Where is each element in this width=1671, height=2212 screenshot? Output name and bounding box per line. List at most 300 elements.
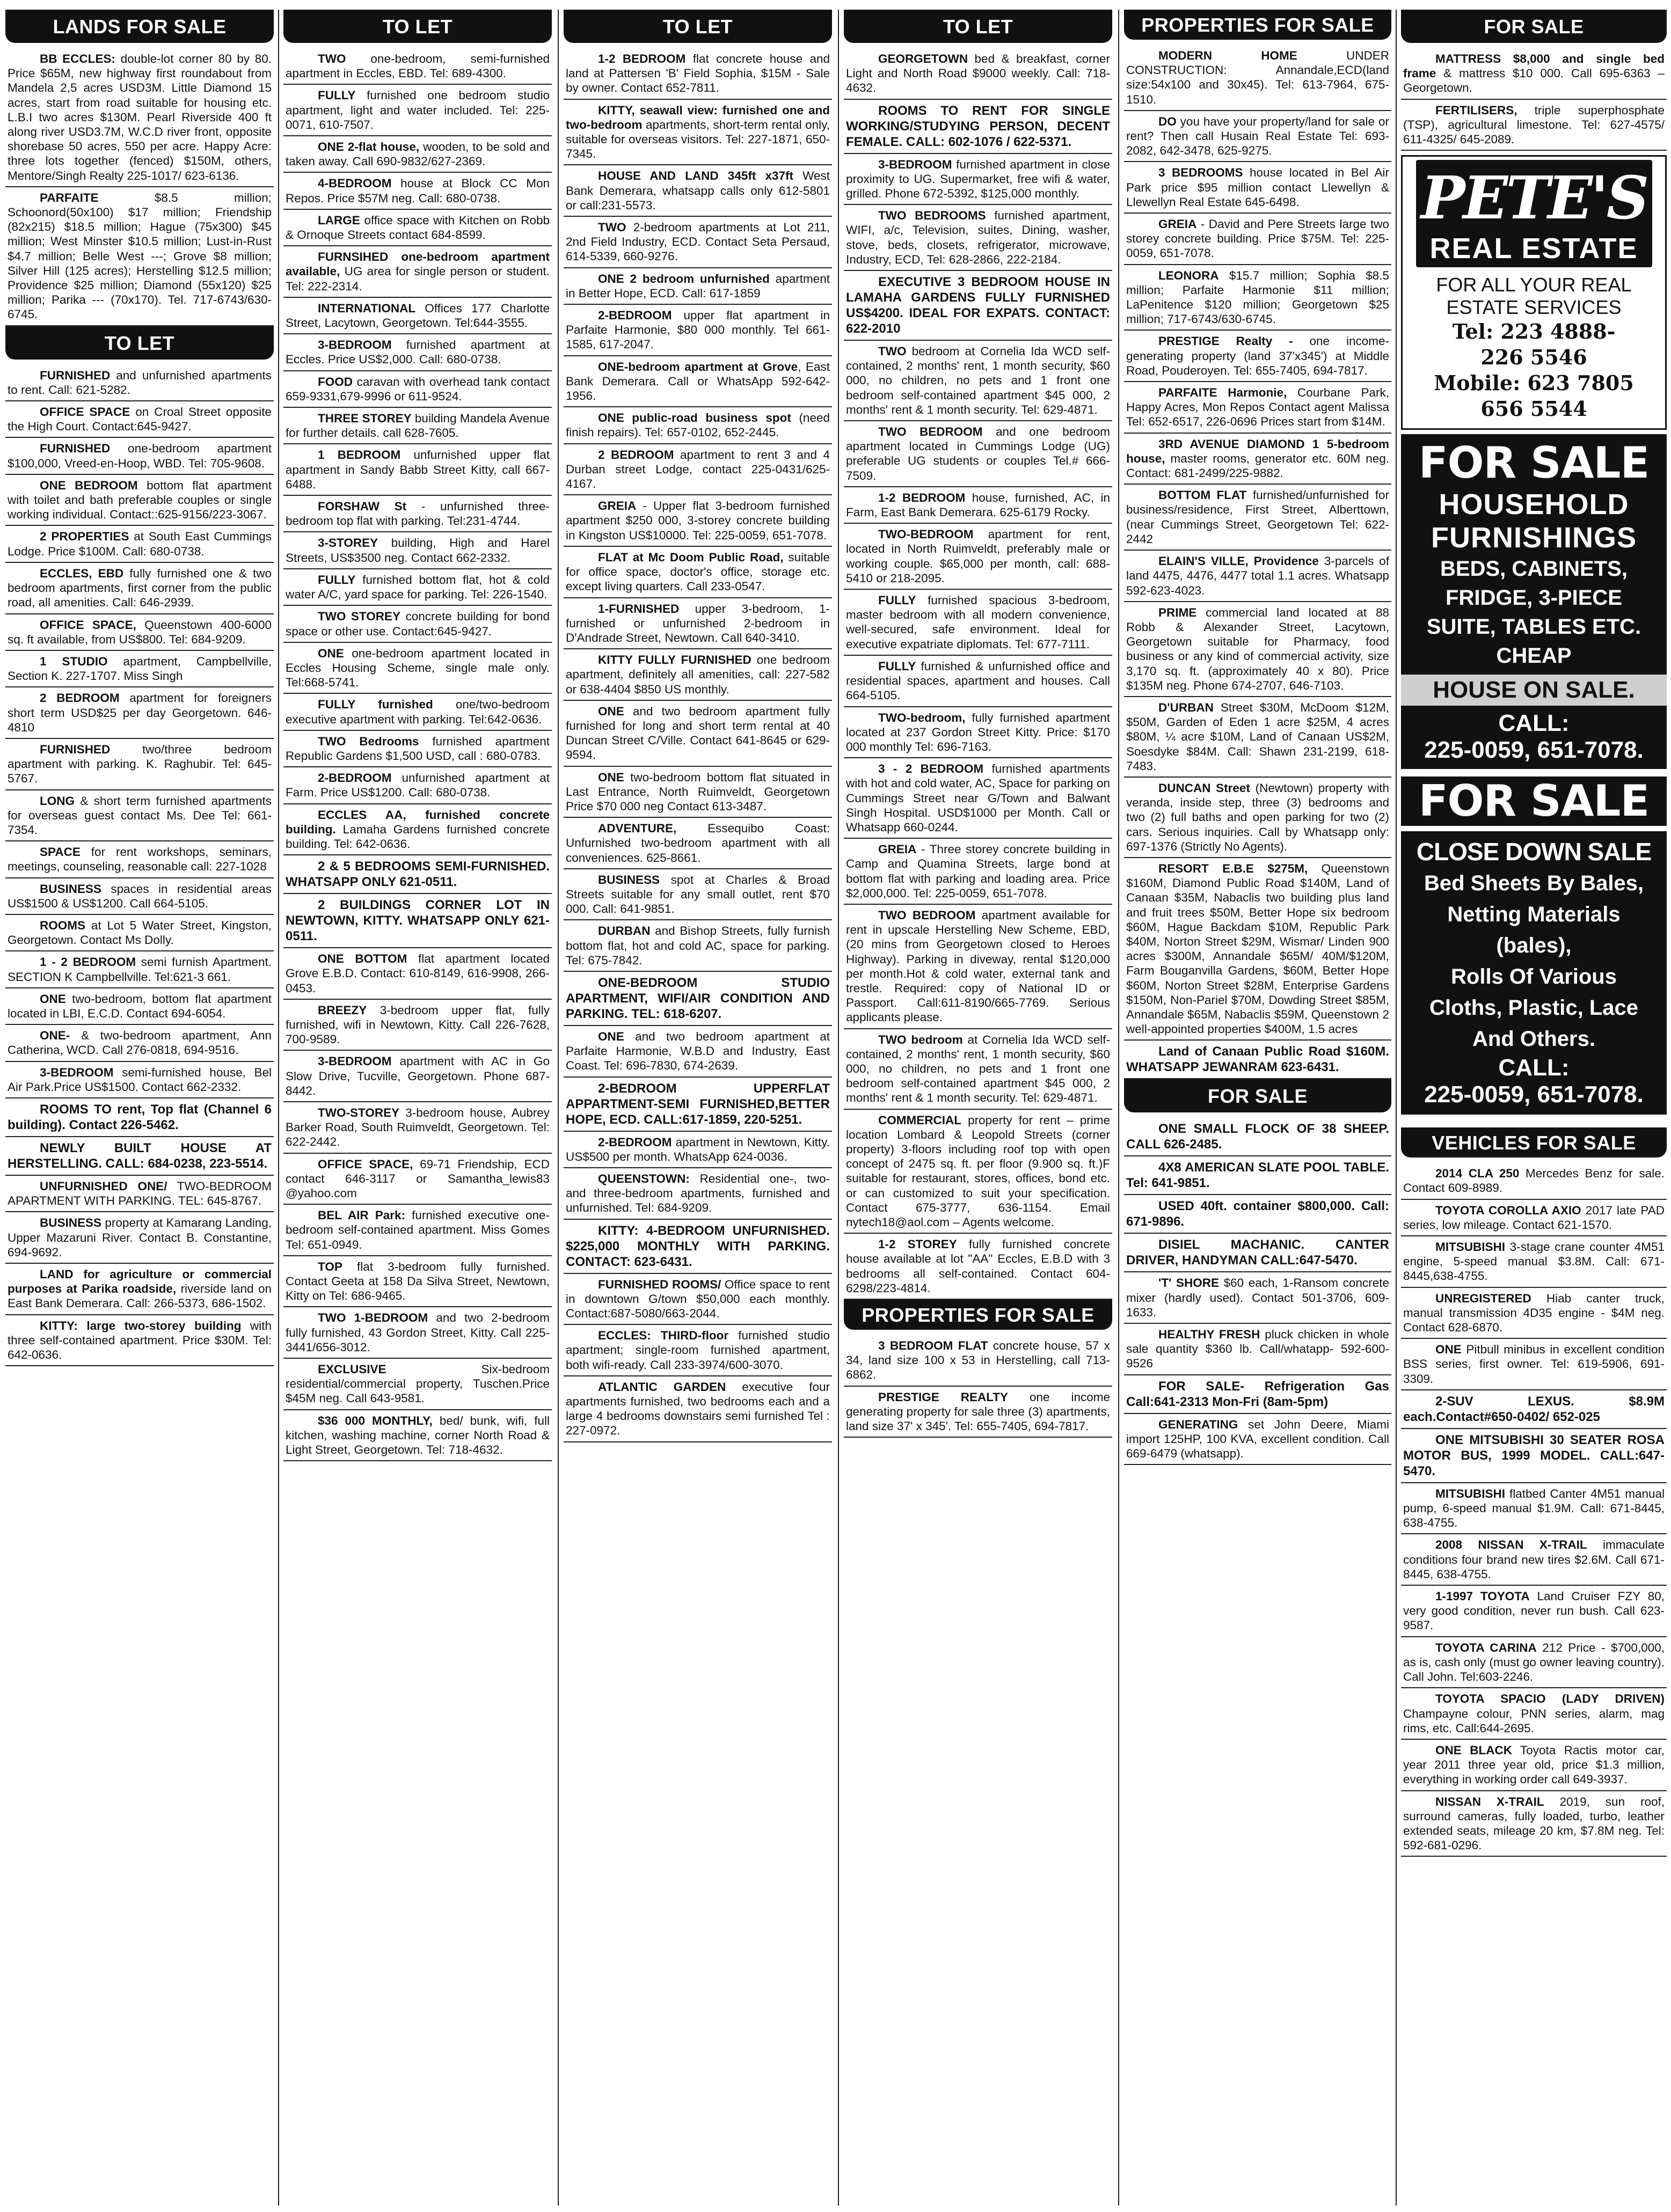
ad-keyword: MITSUBISHI [1435,1486,1506,1500]
promo-line: SUITE, TABLES ETC. [1426,615,1641,639]
ad-keyword: OFFICE SPACE [40,405,130,419]
classified-ad [283,694,552,730]
ad-text: 3-stage crane counter 4M51 engine, 5-speed manual $3.8M. Call: 671-8445,638-4755. [1403,1240,1665,1283]
ad-text: two-bedroom, bottom flat apartment located in LBI, E.C.D. Contact 694-6054. [8,992,272,1020]
petes-real-estate-ad [1401,155,1667,430]
classified-ad [1124,214,1391,265]
phone-line: 226 5546 [1480,345,1587,370]
ad-keyword: ONE 2 bedroom unfurnished [598,272,770,285]
ad-text: property at Kamarang Landing, Upper Mazaruni River. Contact B. Constantine, 694-9692. [8,1216,272,1259]
classified-ad [283,334,552,371]
column-properties-for-sale [1124,10,1391,2204]
promo-line: (bales), [1496,934,1572,958]
classified-ad [564,1274,832,1325]
classified-ad [1401,1791,1667,1857]
ad-keyword: 3 BEDROOMS [1158,166,1243,180]
ad-keyword: ONE public-road business spot [598,411,791,425]
classified-ad [564,701,832,767]
ad-keyword: DISIEL MACHANIC. CANTER DRIVER, HANDYMAN CALL:647-5470. [1126,1237,1389,1268]
classified-ad [564,165,832,217]
classified-ad [5,739,274,790]
classified-ad [564,495,832,547]
ad-keyword: TWO BEDROOMS [878,209,986,223]
classified-ad [5,1137,274,1176]
ad-keyword: HEALTHY FRESH [1158,1328,1260,1341]
classified-ad [564,1132,832,1168]
classified-ad [564,1026,832,1078]
ad-text: - Three storey concrete building in Camp and Quamina Streets, large bond at bottom flat with parking and loading area. Price $2,000,000. Tel: 225-0059, 651-7078. [846,843,1110,900]
classified-ad [1401,1740,1667,1791]
ad-text: concrete building for bond space or other use. Contact:645-9427. [286,610,550,638]
classified-ad [283,48,552,85]
ad-keyword: 2 & 5 BEDROOMS SEMI-FURNISHED. WHATSAPP ONLY 621-0511. [286,859,550,890]
ad-text: & short term furnished apartments for overseas guest contact Ms. Dee Tel: 661-7354. [8,794,272,837]
ad-text: UG area for single person or student. Tel: 222-2314. [286,265,550,293]
classified-ad [564,100,832,166]
ad-text: Courbane Park, Happy Acres, Mon Repos Contact agent Malissa Tel: 652-6517, 226-0696 Prices start from $14M. [1126,386,1389,429]
classified-ad [1124,1414,1391,1466]
logo-subtitle: REAL ESTATE [1429,232,1638,265]
ad-text: building, High and Harel Streets, US$3500 neg. Contact 662-2332. [286,536,550,565]
ad-text: furnished & unfurnished office and residential spaces, apartment and houses. Call 664-5105. [846,659,1110,702]
promo-subtitle: HOUSEHOLD [1439,488,1629,521]
classified-ad [283,1051,552,1102]
classified-ad [283,1256,552,1308]
ad-keyword: 4X8 AMERICAN SLATE POOL TABLE. Tel: 641-9851. [1126,1160,1389,1191]
ad-keyword: FOR SALE- Refrigeration Gas Call:641-2313 Mon-Fri (8am-5pm) [1126,1379,1389,1409]
classified-ad [5,878,274,915]
classified-ad [564,1168,832,1220]
promo-line: Cloths, Plastic, Lace [1429,996,1639,1020]
classified-ad [1124,697,1391,778]
ad-keyword: TWO-bedroom, [878,711,966,724]
ad-keyword: ONE SMALL FLOCK OF 38 SHEEP. CALL 626-2485. [1126,1122,1389,1152]
ad-keyword: ONE BOTTOM [318,952,407,966]
ad-keyword: FURNISHED [40,742,111,756]
ad-text: suitable for office space, doctor's office, storage etc. except living quarters. Call 233-0547. [566,550,830,594]
classified-ad [5,841,274,878]
ad-text: fully furnished apartment located at 237 Gordon Street Kitty. Price: $170 000 monthly Tel: 696-7163. [846,711,1110,753]
ad-list [1124,1118,1391,1465]
classified-ad [1124,162,1391,214]
ad-keyword: $36 000 MONTHLY, [318,1413,433,1427]
ad-keyword: FORSHAW St [318,500,407,514]
ad-keyword: ROOMS TO rent, Top flat (Channel 6 building). Contact 226-5462. [8,1102,272,1132]
ad-text: riverside land on East Bank Demerara. Call: 266-5373, 686-1502. [8,1282,272,1310]
ad-keyword: UNFURNISHED ONE/ [40,1179,167,1193]
ad-text: furnished bottom flat, hot & cold water A/C, yard space for parking. Tel: 226-1540. [286,573,550,602]
ad-keyword: TWO [878,345,907,358]
ad-text: 212 Price - $700,000, as is, cash only (must go owner leaving country). Call John. Tel:603-2246. [1403,1640,1665,1684]
ad-text: furnished apartments with hot and cold water, AC, Space for parking on Cummings Street near G/Town and Balwant Singh Hospital. USD$1000 per Month. Call or Whatsapp 660-0244. [846,762,1110,834]
classified-ad [844,707,1112,759]
ad-keyword: TWO 1-BEDROOM [318,1311,428,1325]
classified-ad [1401,1429,1667,1483]
ad-list [1124,45,1391,1079]
classified-ad [1401,1163,1667,1199]
ad-keyword: 2008 NISSAN X-TRAIL [1435,1538,1587,1552]
section-header: LANDS FOR SALE [5,10,274,43]
classified-ad [844,341,1112,421]
ad-text: apartments, short-term rental only, suitable for overseas visitors. Tel: 227-1871, 650-7345. [566,118,830,161]
ad-text: furnished apartment in close proximity to UG. Supermarket, free wifi & water, grilled. Phone 672-5392, $125,000 monthly. [846,157,1110,201]
ad-keyword: FURNSIHED one-bedroom apartment available, [286,250,550,279]
ad-keyword: TWO-STOREY [318,1105,400,1119]
column-for-sale [1401,10,1667,2204]
ad-keyword: Land of Canaan Public Road $160M. WHATSAPP JEWANRAM 623-6431. [1126,1044,1389,1075]
ad-keyword: ONE [598,704,624,718]
ad-text: one bedroom apartment, definitely all amenities, call: 227-582 or 638-4404 $850 US monthly. [566,653,830,696]
column-divider [278,10,279,2206]
ad-text: and one bedroom apartment located in Cummings Lodge (UG) preferable UG students or couples Tel.# 666-7509. [846,425,1110,482]
ad-text: spaces in residential areas US$1500 & US$1200. Call 664-5105. [8,882,272,910]
ad-text: with three self-contained apartment. Price $30M. Tel: 642-0636. [8,1319,272,1362]
section-header: FOR SALE [1401,10,1667,43]
ad-keyword: LARGE [318,213,360,227]
ad-text: apartment, Campbellville, Section K. 227-1707. Miss Singh [8,654,272,683]
ad-text: furnished studio apartment; single-room furnished apartment, both wifi-ready. Call 233-3974/600-3070. [566,1329,830,1372]
classified-ad [1401,1288,1667,1339]
ad-keyword: KITTY: 4-BEDROOM UNFURNISHED. $225,000 MONTHLY WITH PARKING. CONTACT: 623-6431. [566,1223,830,1269]
column-to-let-2 [564,10,832,2204]
classified-ad [283,1410,552,1462]
promo-line: Rolls Of Various [1451,965,1617,989]
ad-text: triple superphosphate (TSP), agricultural limestone. Tel: 627-4575/ 611-4325/ 645-2089. [1403,103,1665,147]
ad-keyword: TWO-BEDROOM [878,528,974,541]
classified-ad [5,687,274,739]
ad-text: and two bedroom apartment fully furnished for long and short term rental at 40 Duncan Street C/Ville. Contact 641-8645 or 629-9594. [566,704,830,762]
classified-ad [5,401,274,438]
ad-keyword: MODERN HOME [1158,49,1297,62]
classified-ad [1401,1688,1667,1740]
petes-logo [1416,160,1652,267]
ad-text: - Upper flat 3-bedroom furnished apartment $250 000, 3-storey concrete building in Kingston US$10000. Tel: 225-0059, 651-7078. [566,499,830,542]
ad-text: Queenstown $160M, Diamond Public Road $140M, Land of Canaan $35M, Nabaclis two building plus land and fruit trees $50M, Better Hope six bedroom $60M, Hague Backdam $10M, Republic Park $40M, Norton Street $29M, Wismar/ Linden 900 acres $300M, Annandale $65M/ 40M/$120M, Farm Bouganvilla Gardens, $60M, Better Hope $60M, Norton Street $28M, Enterprise Gardens $150M, Non-Pariel $70M, Dowding Street $85M, Annandale $65M, Nabaclis $59M, Queenstown 2 well-appointed properties $400M, 1.5 acres [1126,861,1389,1036]
classified-ad [844,154,1112,206]
classified-ad [283,1000,552,1051]
classified-ad [564,1325,832,1376]
ad-keyword: 3-BEDROOM [878,157,952,171]
ad-text: $60 each, 1-Ransom concrete mixer (hardly used). Contact 501-3706, 609-1633. [1126,1276,1389,1319]
classified-ad [5,988,274,1025]
ad-keyword: EXCLUSIVE [318,1363,386,1376]
classified-ad [283,136,552,173]
ad-text: $8.5 million; Schoonord(50x100) $17 million; Friendship (82x215) $18.5 million; Hague (75x300) $45 million; West Minster $10.5 million; Lust-in-Rust $4.7 million; Belle West ---; Grove $8 million; Silver Hill (125 acres); Herstelling $12.5 million; Providence $25 million; Diamond (55x120) $25 million; Parika --- (70x170). Tel. 717-6743/630-6745. [8,191,272,321]
ad-text: upper flat apartment in Parfaite Harmonie, $80 000 monthly. Tel 661-1585, 617-2047. [566,309,830,351]
classified-ad [1124,111,1391,163]
classified-ad [5,951,274,988]
ad-text: apartment for rent, located in North Ruimveldt, preferably male or working couple. $65,000 per month, call: 688-5410 or 218-2095. [846,528,1110,585]
classified-ad [844,487,1112,524]
ad-keyword: ONE 2-flat house, [318,140,420,154]
classified-ad [283,643,552,694]
classified-ad [283,948,552,1000]
classified-ad [564,48,832,100]
ad-keyword: PRIME [1158,605,1197,619]
classified-ad [844,1029,1112,1110]
ad-text: bed & breakfast, corner Light and North Road $9000 weekly. Call: 718-4632. [846,52,1110,95]
ad-text: upper 3-bedroom, 1-furnished or unfurnished 2-bedroom in D'Andrade Street, Newtown. Call 640-3410. [566,602,830,644]
classified-ad [564,547,832,598]
ad-keyword: DURBAN [598,924,651,938]
classified-ad [844,1234,1112,1300]
ad-text: semi furnish Apartment. SECTION K Campbellville. Tel:621-3 661. [8,955,272,984]
ad-text: TWO-BEDROOM APARTMENT WITH PARKING. TEL: 645-8767. [8,1179,272,1208]
ad-keyword: TWO [318,52,346,65]
classified-ad [1124,1324,1391,1375]
classified-ad [844,421,1112,487]
classified-ad [5,365,274,401]
ad-text: furnished apartment, WIFI, a/c, Television, suites, Dining, washer, stove, beds, closets, refrigerator, microwave, Industry, ECD, Tel: 628-2866, 222-2184. [846,209,1110,266]
classified-ad [5,1315,274,1367]
ad-keyword: 2014 CLA 250 [1435,1167,1520,1181]
ad-keyword: TWO Bedrooms [318,734,419,748]
promo-phones: 225-0059, 651-7078. [1424,737,1644,764]
ad-text: furnished executive one-bedroom self-contained apartment. Miss Gomes Tel: 651-0949. [286,1208,550,1251]
ad-text: and two bedroom apartment at Parfaite Harmonie, W.B.D and Industry, East Coast. Tel: 696-7830, 674-2639. [566,1029,830,1073]
ad-text: immaculate conditions four brand new tires $2.6M. Call 671-8445, 638-4755. [1403,1538,1665,1581]
classified-ad [283,1102,552,1154]
ad-keyword: 1-2 STOREY [878,1237,957,1251]
ad-keyword: 1 STUDIO [40,654,108,668]
classified-ad [564,767,832,818]
mobile-line: 656 5544 [1480,397,1587,421]
classified-ad [283,173,552,209]
ad-text: unfurnished apartment at Farm. Price US$1200. Call: 680-0738. [286,771,550,800]
classified-ad [844,205,1112,271]
ad-keyword: ONE-BEDROOM STUDIO APARTMENT, WIFI/AIR CONDITION AND PARKING. TEL: 618-6207. [566,975,830,1021]
ad-keyword: ONE- [40,1029,70,1043]
ad-text: apartment available for rent in upscale Herstelling New Scheme, EBD, (20 mins from Georgetown closed to Heroes Highway). Parking in diveway, rental $120,000 per month.Hot & cold water, external tank and trestle. Required: copy of National ID or Passport. Call:611-8190/665-7769. Serious applicants please. [846,908,1110,1024]
classified-ad [283,408,552,444]
classified-ad [844,656,1112,707]
ad-keyword: PRESTIGE REALTY [878,1390,1009,1404]
ad-text: master rooms, generator etc. 60M neg. Contact: 681-2499/225-9882. [1126,451,1389,480]
ad-keyword: TWO [598,221,626,235]
ad-keyword: 2-SUV LEXUS. $8.9M each.Contact#650-0402/ 652-025 [1403,1394,1665,1424]
ad-text: two-bedroom bottom flat situated in Last Entrance, North Ruimveldt, Georgetown Price $70 000 neg Contact 613-3487. [566,770,830,813]
ad-keyword: LAND for agriculture or commercial purposes at Parika roadside, [8,1268,272,1296]
classified-ad [5,48,274,187]
ad-keyword: COMMERCIAL [878,1113,961,1127]
ad-text: concrete house, 57 x 34, land size 100 x 53 in Herstelling, call 713-6862. [846,1339,1111,1382]
ad-keyword: EXECUTIVE 3 BEDROOM HOUSE IN LAMAHA GARDENS FULLY FURNISHED US$4200. IDEAL FOR EXPATS. CONTACT: 622-2010 [846,275,1110,336]
ad-keyword: QUEENSTOWN: [598,1171,690,1185]
ad-list [1401,48,1667,151]
ad-text: flat concrete house and land at Pattersen 'B' Field Sophia, $15M - Sale by owner. Contact 652-7811. [566,52,830,95]
classified-ad [283,371,552,408]
ad-text: set John Deere, Miami import 125HP, 100 KVA, excellent condition. Call 669-6479 (whatsapp). [1126,1417,1389,1461]
classified-ad [1124,485,1391,551]
classified-ad [564,869,832,921]
promo-line: CHEAP [1496,644,1572,668]
classified-ad [5,475,274,526]
ad-keyword: 1-2 BEDROOM [878,490,966,504]
column-divider [1118,10,1119,2206]
ad-keyword: TWO BEDROOM [878,908,976,922]
ad-text: one income-generating property (land 37'x345') at Middle Road, Pouderoyen. Tel: 655-7405, 694-7817. [1126,334,1389,377]
ad-keyword: 2-BEDROOM [598,1135,672,1149]
ad-keyword: FULLY [318,573,356,587]
ad-keyword: FULLY [878,594,916,607]
ad-text: - unfurnished three-bedroom top flat with parking. Tel:231-4744. [286,500,550,528]
ad-keyword: DO [1158,114,1177,128]
ad-keyword: ONE [40,992,66,1006]
ad-list [5,365,274,1367]
classified-ad [283,1307,552,1359]
column-to-let-1 [283,10,552,2204]
ad-text: apartment to rent 3 and 4 Durban street Lodge, contact 225-0431/625-4167. [566,448,830,491]
ad-keyword: PARFAITE [40,191,99,204]
ad-text: - David and Pere Streets large two storey concrete building. Price $75M. Tel: 225-0059, 651-7078. [1126,217,1389,260]
classified-ad [283,569,552,606]
ad-keyword: LEONORA [1158,268,1219,282]
ad-keyword: 1 - 2 BEDROOM [40,955,136,969]
ad-text: furnished one bedroom studio apartment, light and water included. Tel: 225-0071, 610-7507. [286,89,550,131]
ad-text: house, furnished, AC, in Farm, East Bank Demerara. 625-6179 Rocky. [846,490,1110,519]
ad-keyword: USED 40ft. container $800,000. Call: 671-9896. [1126,1199,1389,1229]
ad-text: & mattress $10 000. Call 695-6363 – Georgetown. [1403,67,1665,95]
ad-text: you have your property/land for sale or rent? Then call Husain Real Estate Tel: 693-2082, 642-3478, 625-9275. [1126,114,1389,158]
classified-ad [1124,858,1391,1041]
classified-ad [1124,1234,1391,1272]
ad-text: one-bedroom apartment located in Eccles Housing Scheme, single male only. Tel:668-5741. [286,646,550,690]
ad-keyword: ADVENTURE, [598,822,677,836]
ad-keyword: ONE [1435,1343,1462,1357]
ad-keyword: BEL AIR Park: [318,1208,406,1222]
classified-ad [844,590,1112,656]
ad-text: one/two-bedroom executive apartment with parking. Tel:642-0636. [286,698,550,726]
ad-text: at Lot 5 Water Street, Kingston, Georgetown. Contact Ms Dolly. [8,918,272,947]
ad-keyword: ONE BLACK [1435,1743,1512,1757]
ad-keyword: GREIA [598,499,637,513]
ad-keyword: FULLY furnished [318,698,433,712]
ad-keyword: NISSAN X-TRAIL [1435,1794,1544,1808]
classified-ad [1401,1236,1667,1288]
ad-keyword: ONE MITSUBISHI 30 SEATER ROSA MOTOR BUS, 1999 MODEL. CALL:647-5470. [1403,1432,1665,1478]
ad-text: Mercedes Benz for sale. Contact 609-8989. [1403,1167,1665,1195]
ad-text: two/three bedroom apartment with parking. K. Raghubir. Tel: 645-5767. [8,742,272,786]
ad-text: furnished apartment at Eccles. Price US$2,000. Call: 680-0738. [286,338,550,367]
section-header: TO LET [5,326,274,360]
classified-ad [5,1025,274,1061]
ad-keyword: 2-BEDROOM [318,771,392,785]
classified-ad [564,305,832,356]
house-on-sale-banner: HOUSE ON SALE. [1401,675,1667,706]
ad-text: 2-bedroom apartments at Lot 211, 2nd Field Industry, ECD. Contact Seta Persaud, 614-5339, 660-9276. [566,221,830,263]
ad-keyword: 2 BUILDINGS CORNER LOT IN NEWTOWN, KITTY. WHATSAPP ONLY 621-0511. [286,898,550,944]
ad-text: at Cornelia Ida WCD self-contained, 2 months' rent, 1 month security, $60 000, no children, no pets and 1 front one bedroom self-contained apartment $45 000, 2 months' rent & 1 month security. Tel: 629-4871. [846,1032,1111,1105]
logo-wordmark: PETE'S [1420,163,1647,233]
ad-keyword: 4-BEDROOM [318,177,392,191]
ad-text: office space with Kitchen on Robb & Ornoque Streets contact 684-8599. [286,213,550,242]
ad-text: and unfurnished apartments to rent. Call: 621-5282. [8,368,272,397]
promo-line: Netting Materials [1447,903,1621,927]
classified-ad [283,210,552,246]
promo-line: Bed Sheets By Bales, [1424,871,1644,896]
ad-keyword: ROOMS TO RENT FOR SINGLE WORKING/STUDYING PERSON, DECENT FEMALE. CALL: 602-1076 / 622-5371. [846,103,1110,149]
ad-keyword: BUSINESS [40,882,102,896]
classified-ad [1124,1195,1391,1234]
promo-line: And Others. [1472,1027,1595,1051]
classified-ad [283,894,552,948]
classified-ad [1401,1200,1667,1236]
ad-keyword: KITTY, seawall view: furnished one and two-bedroom [566,103,830,131]
classified-ad [5,563,274,614]
promo-line: FRIDGE, 3-PIECE [1446,586,1622,610]
classified-ad [1401,1637,1667,1689]
classified-ad [1124,265,1391,331]
ad-keyword: D'URBAN [1158,700,1214,714]
classified-ad [1401,100,1667,151]
classified-ad [564,1220,832,1274]
ad-keyword: ATLANTIC GARDEN [598,1380,726,1394]
ad-text: (Newtown) property with veranda, inside step, three (3) bedrooms and two (2) full baths and open parking for two (2) cars. Serious inquiries. Call by Whatsapp only: 697-1376 (Strictly No Agents). [1126,781,1389,853]
ad-text: 2017 late PAD series, low mileage. Contact 621-1570. [1403,1203,1665,1232]
promo-subtitle: FURNISHINGS [1431,522,1637,554]
classified-ad [283,1154,552,1205]
classified-ad [844,100,1112,154]
classified-ad [5,526,274,562]
column-lands-for-sale [5,10,274,2204]
classified-ad [564,818,832,869]
section-header: TO LET [283,10,552,43]
ad-list [564,48,832,1442]
ad-text: flat 3-bedroom fully furnished. Contact Geeta at 158 Da Silva Street, Newtown, Kitty on Tel: 686-9465. [286,1259,550,1303]
ad-keyword: 3 BEDROOM FLAT [878,1339,988,1353]
ad-keyword: ECCLES, EBD [40,566,124,580]
ad-text: Street $30M, McDoom $12M, $50M, Garden of Eden 1 acre $25M, 4 acres $80M, ¼ acre $10M, Land of Canaan US$2M, Soesdyke $84M. Call: Shawn 231-2199, 618-7483. [1126,700,1389,773]
ad-keyword: GEORGETOWN [878,52,968,65]
ad-keyword: MITSUBISHI [1435,1240,1506,1254]
classified-ad [5,438,274,474]
classified-ad [5,1176,274,1212]
ad-keyword: PRESTIGE Realty - [1158,334,1293,348]
ad-keyword: FURNISHED ROOMS/ [598,1277,721,1291]
ad-text: executive four apartments furnished, two bedrooms each and a large 4 bedrooms downstairs semi furnished Tel : 227-0972. [566,1380,830,1438]
ad-keyword: 3RD AVENUE DIAMOND 1 5-bedroom house, [1126,437,1389,465]
ad-keyword: ONE-bedroom apartment at Grove [598,360,798,373]
classified-ad [5,614,274,651]
classified-ad [5,1212,274,1264]
ad-text: building Mandela Avenue for further details. call 628-7605. [286,412,550,440]
ad-text: Office space to rent in downtown G/town $50,000 each monthly. Contact:687-5080/663-2044. [566,1277,830,1320]
ad-keyword: 2-BEDROOM [598,309,672,323]
ad-text: Queenstown 400-6000 sq. ft available, from US$800. Tel: 684-9209. [8,618,272,646]
ad-text: double-lot corner 80 by 80. Price $65M, new highway first roundabout from Mandela 2,5 acres USD3M. Little Diamond 15 acres, start from road suitable for housing etc. L.B.I two acres $130M. Pearl Riverside 400 ft along river USD3.7M, W.C.D river front, opposite shorebase 50 acres, 550 per acre. Happy Acre: three lots together (fenced) $150M, others, Mentore/Singh Realty 225-1017/ 623-6136. [8,52,272,182]
ad-text: semi-furnished house, Bel Air Park.Price US$1500. Contact 662-2332. [8,1065,272,1094]
ad-line: FOR ALL YOUR REAL [1436,274,1632,296]
ad-list [844,1335,1112,1438]
ad-keyword: 'T' SHORE [1158,1276,1220,1290]
close-down-sale-heading: CLOSE DOWN SALE [1416,838,1652,866]
classified-ad [844,839,1112,905]
ad-keyword: UNREGISTERED [1435,1291,1531,1305]
ad-text: Residential one-, two- and three-bedroom apartments, furnished and unfurnished. Tel: 684-9209. [566,1171,830,1215]
ad-keyword: FLAT at Mc Doom Public Road, [598,550,784,564]
ad-keyword: LONG [40,794,75,808]
ad-text: house at Block CC Mon Repos. Price $57M neg. Call: 680-0738. [286,177,550,205]
classified-ad [564,217,832,268]
ad-text: 3-bedroom house, Aubrey Barker Road, South Ruimveldt, Georgetown. Tel: 622-2442. [286,1105,550,1149]
ad-text: bed/ bunk, wifi, full kitchen, washing machine, corner North Road & Light Street, Georgetown. Tel: 718-4632. [286,1413,550,1457]
classified-ad [5,790,274,842]
ad-text: furnished apartment Republic Gardens $1,500 USD, call : 680-0783. [286,734,550,763]
ad-text: 2019, sun roof, surround cameras, fully loaded, turbo, leather extended seats, mileage 20 km, $7.8M neg. Tel: 592-681-0296. [1403,1794,1665,1852]
ad-text: & two-bedroom apartment, Ann Catherina, WCD. Call 276-0818, 694-9516. [8,1029,272,1057]
ad-keyword: 1 BEDROOM [318,448,401,462]
ad-text: 3-parcels of land 4475, 4476, 4477 total 1.1 acres. Whatsapp 592-623-4023. [1126,554,1390,597]
